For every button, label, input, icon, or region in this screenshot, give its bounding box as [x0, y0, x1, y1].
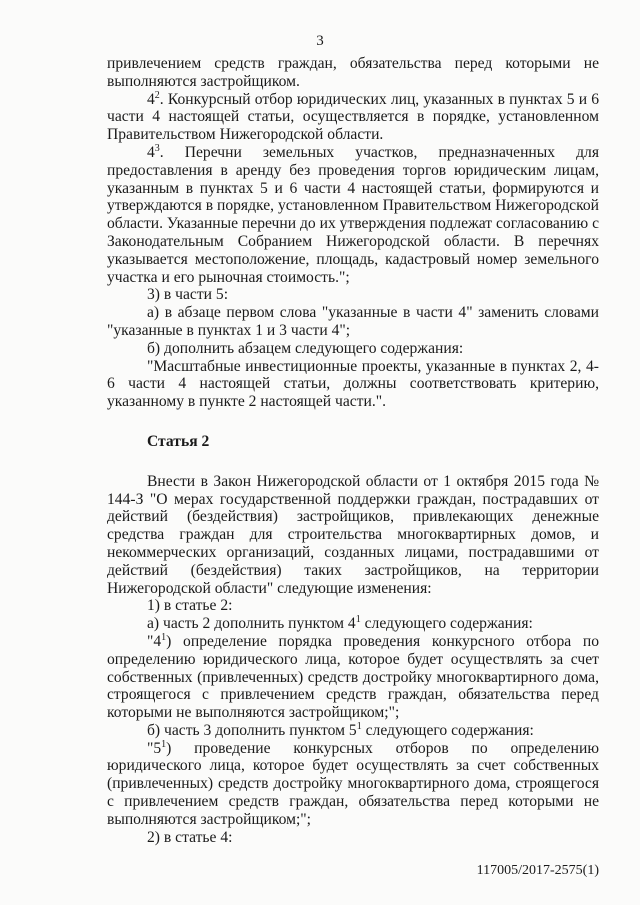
superscript: 3	[154, 142, 160, 154]
superscript: 2	[154, 89, 160, 101]
superscript: 1	[355, 614, 361, 626]
paragraph-law-amendment: Внести в Закон Нижегородской области от 1 октября 2015 года № 144-З "О мерах государственной поддержки граждан, пострадавших от действий (бездействия) застройщиков, привлекающих денежные средства граждан для строительства многоквартирных домов, и некоммерческих организаций, созданных лицами, пострадавшими от действий (бездействия) таких застройщиков, на территории Нижегородской области" следующие изменения:	[107, 472, 599, 597]
paragraph-article-2: 1) в статье 2:	[147, 597, 233, 615]
paragraph-item-b: б) дополнить абзацем следующего содержания:	[147, 339, 464, 357]
paragraph-quote-investment: "Масштабные инвестиционные проекты, указанные в пунктах 2, 4-6 части 4 настоящей статьи, должны соответствовать критерию, указанному в пункте 2 настоящей части.".	[107, 357, 599, 411]
paragraph-part-2-add: а) часть 2 дополнить пунктом $4^1$ следующего содержания:	[147, 614, 533, 633]
paragraph-item-5-1: "$5^1$) проведение конкурсных отборов по определению юридического лица, которое будет осуществлять за счет собственных (привлеченных) средств достройку многоквартирного дома, строящегося с привлечением средств граждан, обязательства перед которыми не выполняются застройщиком;";	[107, 738, 599, 828]
paragraph-continuation: привлечением средств граждан, обязательства перед которыми не выполняются застройщиком.	[107, 55, 599, 90]
paragraph-part-3-add: б) часть 3 дополнить пунктом $5^1$ следующего содержания:	[147, 720, 534, 739]
document-body	[107, 55, 599, 846]
paragraph-4-2: $4^2$. Конкурсный отбор юридических лиц, указанных в пунктах 5 и 6 части 4 настоящей статьи, осуществляется в порядке, установленном Правительством Нижегородской области.	[107, 89, 599, 144]
paragraph-4-3: $4^3$. Перечни земельных участков, предназначенных для предоставления в аренду без проведения торгов юридическим лицам, указанным в пунктах 5 и 6 части 4 настоящей статьи, формируются и утверждаются в порядке, установленном Правительством Нижегородской области. Указанные перечни до их утверждения подлежат согласованию с Законодательным Собранием Нижегородской области. В перечнях указывается местоположение, площадь, кадастровый номер земельного участка и его рыночная стоимость.";	[107, 142, 599, 286]
superscript: 1	[161, 631, 167, 643]
page-number: 3	[316, 33, 324, 49]
paragraph-item-a: а) в абзаце первом слова "указанные в части 4" заменить словами "указанные в пунктах 1 и 3 части 4";	[107, 304, 599, 339]
superscript: 1	[161, 738, 167, 750]
paragraph-article-4: 2) в статье 4:	[147, 828, 233, 846]
article-heading: Статья 2	[147, 432, 210, 450]
document-code: 117005/2017-2575(1)	[476, 863, 599, 878]
paragraph-part-5: 3) в части 5:	[147, 286, 229, 304]
paragraph-item-4-1: "$4^1$) определение порядка проведения конкурсного отбора по определению юридического лица, которое будет осуществлять за счет собственных (привлеченных) средств достройку многоквартирного дома, строящегося с привлечением средств граждан, обязательства перед которыми не выполняются застройщиком;";	[107, 631, 599, 722]
superscript: 1	[356, 720, 362, 732]
